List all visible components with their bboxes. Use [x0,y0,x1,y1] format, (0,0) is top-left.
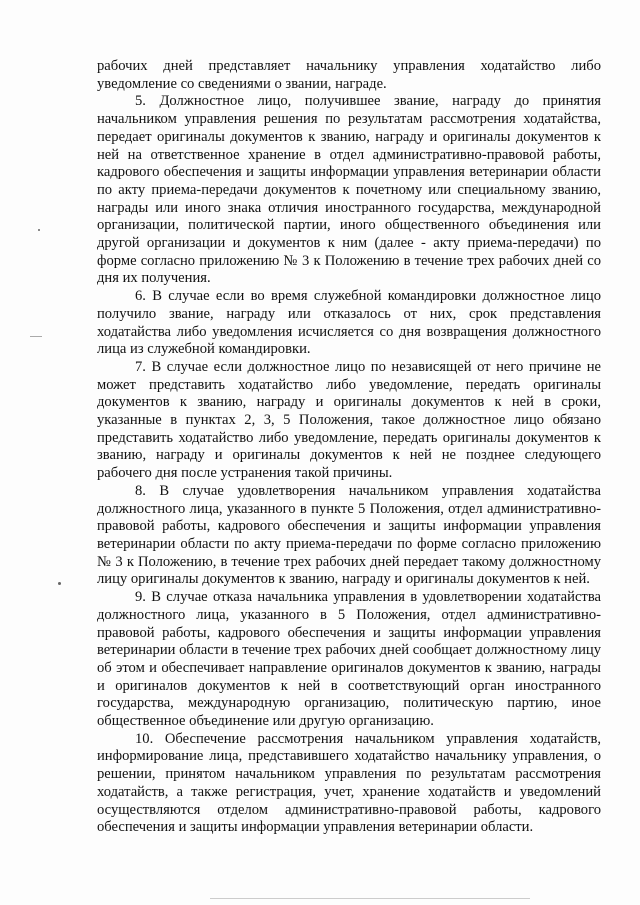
paragraph-8: 8. В случае удовлетворения начальником управления ходатайства должностного лица, указанного в пункте 5 Положения, отдел административно-правовой работы, кадрового обеспечения и защиты информации управления ветеринарии области по акту приема-передачи по форме согласно приложению № 3 к Положению, в течение трех рабочих дней передает такому должностному лицу оригиналы документов к званию, награду и оригиналы документов к ней. [97,482,601,588]
paragraph-9: 9. В случае отказа начальника управления в удовлетворении ходатайства должностного лица, указанного в 5 Положения, отдел административно-правовой работы, кадрового обеспечения и защиты информации управления ветеринарии области в течение трех рабочих дней сообщает должностному лицу об этом и обеспечивает направление оригиналов документов к званию, награды и оригиналов документов к ней в соответствующий орган иностранного государства, международную организацию, политическую партию, иное общественное объединение или другую организацию. [97,589,601,730]
scan-mark [30,336,42,337]
paragraph-5: 5. Должностное лицо, получившее звание, награду до принятия начальником управления решения по результатам рассмотрения ходатайства, передает оригиналы документов к званию, награду и оригиналы документов к ней на ответственное хранение в отдел административно-правовой работы, кадрового обеспечения и защиты информации управления ветеринарии области по акту приема-передачи документов к почетному или специальному званию, награды или иного знака отличия иностранного государства, международной организации, политической партии, иного общественного объединения или другой организации и документов к ним (далее - акту приема-передачи) по форме согласно приложению № 3 к Положению в течение трех рабочих дней со дня их получения. [97,93,601,287]
paragraph-continuation: рабочих дней представляет начальнику управления ходатайство либо уведомление со сведениями о звании, награде. [97,58,601,92]
scan-speck [38,229,40,231]
paragraph-7: 7. В случае если должностное лицо по независящей от него причине не может представить ходатайство либо уведомление, передать оригиналы документов к званию, награду и оригиналы документов к ней в сроки, указанные в пунктах 2, 3, 5 Положения, такое должностное лицо обязано представить ходатайство либо уведомление, передать оригиналы документов к званию, награду и оригиналы документов к ней не позднее следующего рабочего дня после устранения такой причины. [97,358,601,482]
paragraph-6: 6. В случае если во время служебной командировки должностное лицо получило звание, награду или отказалось от них, срок представления ходатайства либо уведомления исчисляется со дня возвращения должностного лица из служебной командировки. [97,288,601,358]
document-body [97,58,601,837]
scan-speck [58,582,61,585]
scan-mark [210,898,530,899]
paragraph-10: 10. Обеспечение рассмотрения начальником управления ходатайств, информирование лица, представившего ходатайство начальнику управления, о решении, принятом начальником управления по результатам рассмотрения ходатайств, а также регистрация, учет, хранение ходатайств и уведомлений осуществляются отделом административно-правовой работы, кадрового обеспечения и защиты информации управления ветеринарии области. [97,730,601,836]
